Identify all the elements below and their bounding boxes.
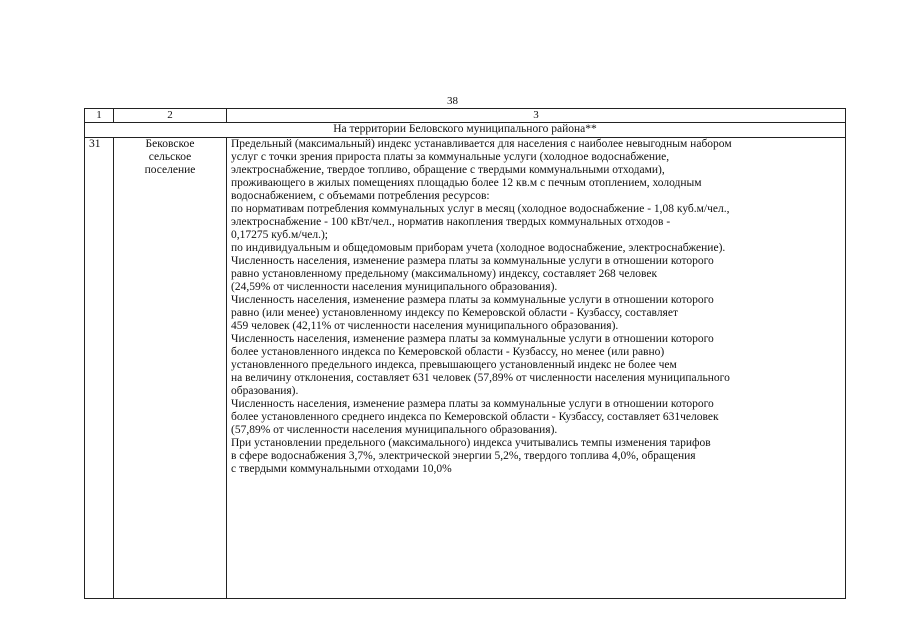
description-line: образования). — [231, 385, 299, 397]
description-line: Численность населения, изменение размера платы за коммунальные услуги в отношении которого — [231, 333, 714, 345]
table-row — [85, 138, 846, 599]
description-line: равно установленному предельному (максимальному) индексу, составляет 268 человек — [231, 268, 658, 280]
description-line: в сфере водоснабжения 3,7%, электрической энергии 5,2%, твердого топлива 4,0%, обращения — [231, 450, 696, 462]
description-line: 0,17275 куб.м/чел.); — [231, 229, 328, 241]
column-number-3: 3 — [227, 109, 846, 123]
description-line: по нормативам потребления коммунальных услуг в месяц (холодное водоснабжение - 1,08 куб.м/чел., — [231, 203, 730, 215]
description-line: равно (или менее) установленному индексу по Кемеровской области - Кузбассу, составляет — [231, 307, 678, 319]
description-line: 459 человек (42,11% от численности населения муниципального образования). — [231, 320, 619, 332]
tariff-table — [84, 108, 846, 599]
description-line: с твердыми коммунальными отходами 10,0% — [231, 463, 452, 475]
description-line: установленного предельного индекса, превышающего установленный индекс не более чем — [231, 359, 677, 371]
description-line: (24,59% от численности населения муниципального образования). — [231, 281, 558, 293]
settlement-name-line: сельское — [148, 151, 192, 163]
description-cell — [227, 138, 846, 599]
settlement-name-line: Бековское — [145, 138, 195, 150]
description-line: по индивидуальным и общедомовым приборам учета (холодное водоснабжение, электроснабжение). — [231, 242, 726, 254]
description-line: Предельный (максимальный) индекс устанавливается для населения с наиболее невыгодным набором — [231, 138, 732, 150]
row-number: 31 — [85, 138, 114, 599]
settlement-name-line: поселение — [144, 164, 196, 176]
description-line: проживающего в жилых помещениях площадью более 12 кв.м с печным отоплением, холодным — [231, 177, 702, 189]
description-line: Численность населения, изменение размера платы за коммунальные услуги в отношении которого — [231, 398, 714, 410]
section-row — [85, 123, 846, 138]
description-line: более установленного среднего индекса по Кемеровской области - Кузбассу, составляет 631человек — [231, 411, 719, 423]
description-line: Численность населения, изменение размера платы за коммунальные услуги в отношении которого — [231, 294, 714, 306]
column-number-1: 1 — [85, 109, 114, 123]
description-line: более установленного индекса по Кемеровской области - Кузбассу, но менее (или равно) — [231, 346, 665, 358]
column-number-2: 2 — [114, 109, 227, 123]
description-line: Численность населения, изменение размера платы за коммунальные услуги в отношении которого — [231, 255, 714, 267]
section-title: На территории Беловского муниципального района** — [85, 123, 846, 138]
description-line: электроснабжение - 100 кВт/чел., норматив накопления твердых коммунальных отходов - — [231, 216, 671, 228]
page-number: 38 — [447, 95, 458, 107]
description-line: (57,89% от численности населения муниципального образования). — [231, 424, 558, 436]
description-line: электроснабжение, твердое топливо, обращение с твердыми коммунальными отходами), — [231, 164, 665, 176]
description-line: водоснабжением, с объемами потребления ресурсов: — [231, 190, 490, 202]
description-line: услуг с точки зрения прироста платы за коммунальные услуги (холодное водоснабжение, — [231, 151, 670, 163]
description-line: При установлении предельного (максимального) индекса учитывались темпы изменения тарифов — [231, 437, 711, 449]
description-line: на величину отклонения, составляет 631 человек (57,89% от численности населения муниципального — [231, 372, 730, 384]
column-number-row — [85, 109, 846, 123]
settlement-name — [114, 138, 227, 599]
